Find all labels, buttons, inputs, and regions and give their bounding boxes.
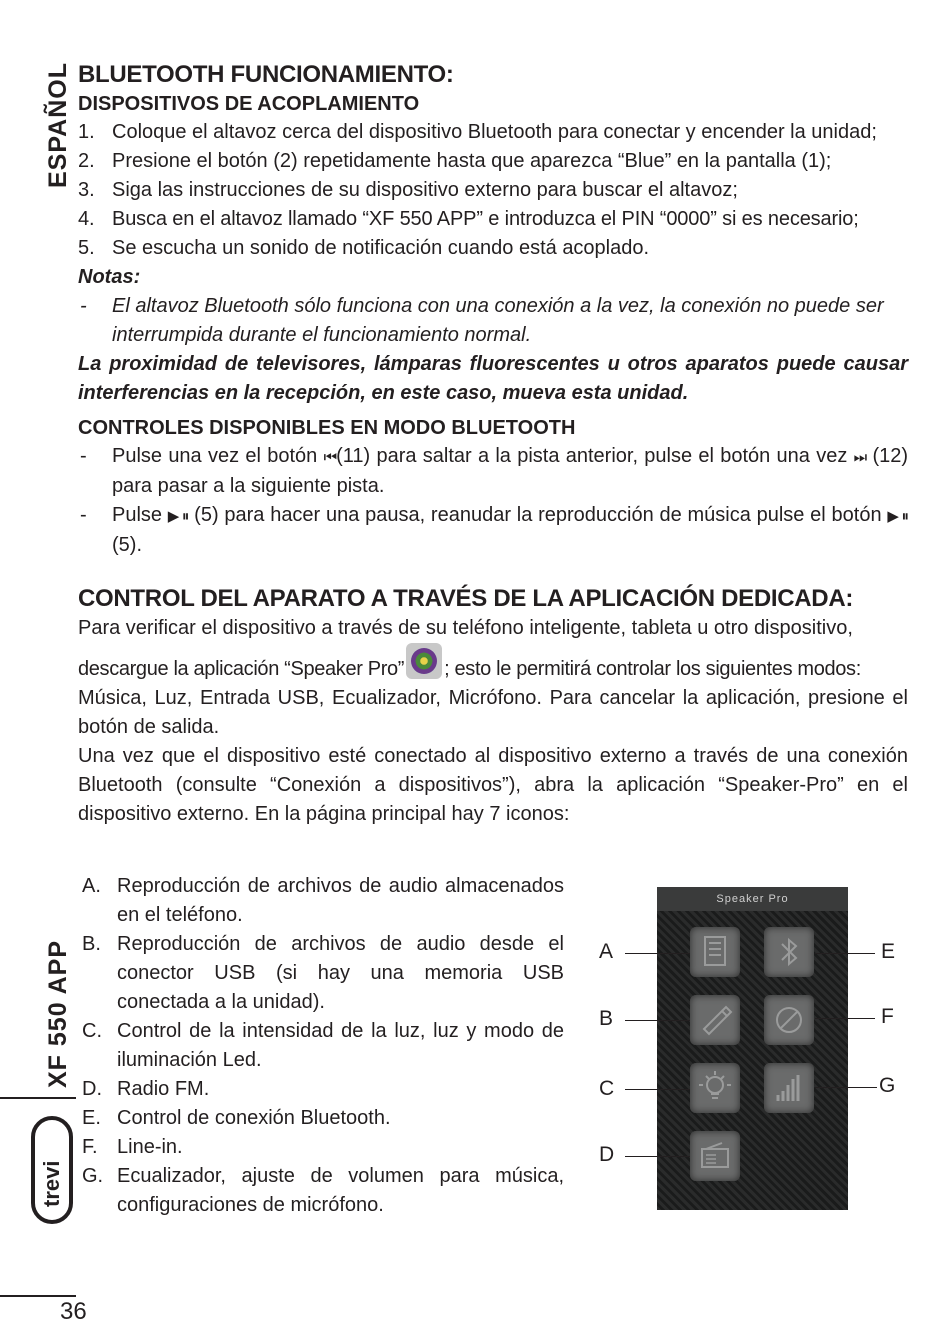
control-text: (11) para saltar a la pista anterior, pulse el botón una vez (336, 445, 854, 467)
callout-d: D (599, 1143, 615, 1166)
language-label: ESPAÑOL (44, 62, 72, 188)
item-letter: G. (82, 1165, 104, 1187)
item-letter: F. (82, 1136, 98, 1158)
light-icon (690, 1063, 740, 1113)
callout-e: E (881, 940, 896, 963)
step-number: 4. (78, 208, 95, 230)
step-text: Se escucha un sonido de notificación cuando está acoplado. (112, 237, 650, 259)
play-pause-icon: ▶ ⏸ (167, 508, 189, 525)
list-item (78, 176, 908, 205)
item-text: Ecualizador, ajuste de volumen para música, configuraciones de micrófono. (117, 1165, 564, 1216)
speaker-pro-app-icon (406, 643, 442, 679)
radio-icon (690, 1131, 740, 1181)
divider (0, 1295, 76, 1297)
pairing-subtitle: DISPOSITIVOS DE ACOPLAMIENTO (78, 93, 420, 115)
app-paragraph-line: Para verificar el dispositivo a través de su teléfono inteligente, tableta u otro dispositivo, (78, 617, 853, 639)
list-item (82, 1162, 564, 1220)
app-paragraph-line (78, 643, 908, 684)
equalizer-icon (764, 1063, 814, 1113)
app-text: descargue la aplicación “Speaker Pro” (78, 658, 405, 680)
item-text: Control de conexión Bluetooth. (117, 1107, 391, 1129)
music-icon (690, 927, 740, 977)
list-item (78, 147, 908, 176)
step-number: 3. (78, 179, 95, 201)
list-item (78, 205, 908, 234)
list-item (78, 118, 908, 147)
item-text: Reproducción de archivos de audio desde el conector USB (si hay una memoria USB conectada a la unidad). (117, 933, 564, 1013)
list-item (78, 234, 908, 263)
item-text: Control de la intensidad de la luz, luz y modo de iluminación Led. (117, 1020, 564, 1071)
item-letter: C. (82, 1020, 102, 1042)
list-item (82, 1104, 564, 1133)
list-item (82, 1075, 564, 1104)
list-item (82, 1017, 564, 1075)
item-text: Line-in. (117, 1136, 183, 1158)
callout-line (815, 1087, 877, 1088)
model-label: XF 550 APP (44, 939, 72, 1088)
list-item (82, 1133, 564, 1162)
line-in-icon (764, 995, 814, 1045)
app-paragraph: Música, Luz, Entrada USB, Ecualizador, Micrófono. Para cancelar la aplicación, presione el botón de salida. (78, 687, 908, 738)
play-pause-icon: ▶ ⏸ (887, 508, 908, 525)
list-item (78, 292, 908, 350)
svg-text:trevi: trevi (39, 1160, 64, 1207)
list-item (82, 872, 564, 930)
callout-f: F (881, 1005, 894, 1028)
step-number: 2. (78, 150, 95, 172)
control-text: (5) para hacer una pausa, reanudar la reproducción de música pulse el botón (188, 504, 888, 526)
app-control-title: CONTROL DEL APARATO A TRAVÉS DE LA APLICACIÓN DEDICADA: (78, 585, 854, 612)
callout-c: C (599, 1077, 615, 1100)
divider (0, 1097, 76, 1099)
list-item (78, 501, 908, 560)
callout-line (815, 953, 875, 954)
app-title-bar: Speaker Pro (657, 887, 848, 911)
controls-title: CONTROLES DISPONIBLES EN MODO BLUETOOTH (78, 417, 576, 439)
callout-line (625, 953, 690, 954)
trevi-logo (30, 1115, 74, 1225)
pairing-steps (78, 118, 908, 263)
icon-description-list (82, 872, 564, 1220)
control-text: Pulse (112, 504, 168, 526)
step-text: Presione el botón (2) repetidamente hasta que aparezca “Blue” en la pantalla (1); (112, 150, 832, 172)
step-number: 5. (78, 237, 95, 259)
page-number: 36 (60, 1298, 87, 1325)
connection-paragraph: Una vez que el dispositivo esté conectado al dispositivo externo a través de una conexión Bluetooth (consulte “Conexión a dispositivos”), abra la aplicación “Speaker-Pro” en el dispositivo externo. En la página principal hay 7 iconos: (78, 745, 908, 825)
control-text: (5). (112, 534, 142, 556)
item-text: Radio FM. (117, 1078, 210, 1100)
list-item (78, 442, 908, 501)
step-text: Siga las instrucciones de su dispositivo externo para buscar el altavoz; (112, 179, 738, 201)
item-letter: D. (82, 1078, 102, 1100)
item-letter: A. (82, 875, 101, 897)
item-letter: E. (82, 1107, 101, 1129)
notes-label: Notas: (78, 266, 141, 288)
notes-list (78, 292, 908, 350)
controls-list (78, 442, 908, 560)
app-text: ; esto le permitirá controlar los siguientes modos: (444, 658, 861, 680)
item-text: Reproducción de archivos de audio almacenados en el teléfono. (117, 875, 564, 926)
main-content (78, 60, 908, 829)
control-text: Pulse una vez el botón (112, 445, 324, 467)
step-number: 1. (78, 121, 95, 143)
dash: - (80, 504, 87, 526)
callout-line (625, 1089, 690, 1090)
usb-icon (690, 995, 740, 1045)
bluetooth-section-title: BLUETOOTH FUNCIONAMIENTO: (78, 61, 454, 88)
previous-track-icon: ⏮ (323, 449, 337, 466)
next-track-icon: ⏭ (853, 449, 867, 466)
list-item (82, 930, 564, 1017)
callout-line (815, 1018, 875, 1019)
control-text: (12) para pasar a la siguiente pista. (112, 445, 909, 497)
bluetooth-icon (764, 927, 814, 977)
callout-line (625, 1020, 690, 1021)
callout-g: G (879, 1074, 896, 1097)
note-text: El altavoz Bluetooth sólo funciona con una conexión a la vez, la conexión no puede ser interrumpida durante el funcionamiento normal. (112, 295, 884, 346)
callout-line (625, 1156, 690, 1157)
dash: - (80, 445, 87, 467)
step-text: Coloque el altavoz cerca del dispositivo Bluetooth para conectar y encender la unidad; (112, 121, 877, 143)
callout-a: A (599, 940, 614, 963)
item-letter: B. (82, 933, 101, 955)
app-screenshot (657, 887, 848, 1210)
step-text: Busca en el altavoz llamado “XF 550 APP” e introduzca el PIN “0000” si es necesario; (112, 208, 859, 230)
callout-b: B (599, 1007, 614, 1030)
model-tab (44, 938, 84, 1088)
interference-warning: La proximidad de televisores, lámparas fluorescentes u otros aparatos puede causar interferencias en la recepción, en este caso, mueva esta unidad. (78, 353, 908, 404)
dash: - (80, 295, 87, 317)
